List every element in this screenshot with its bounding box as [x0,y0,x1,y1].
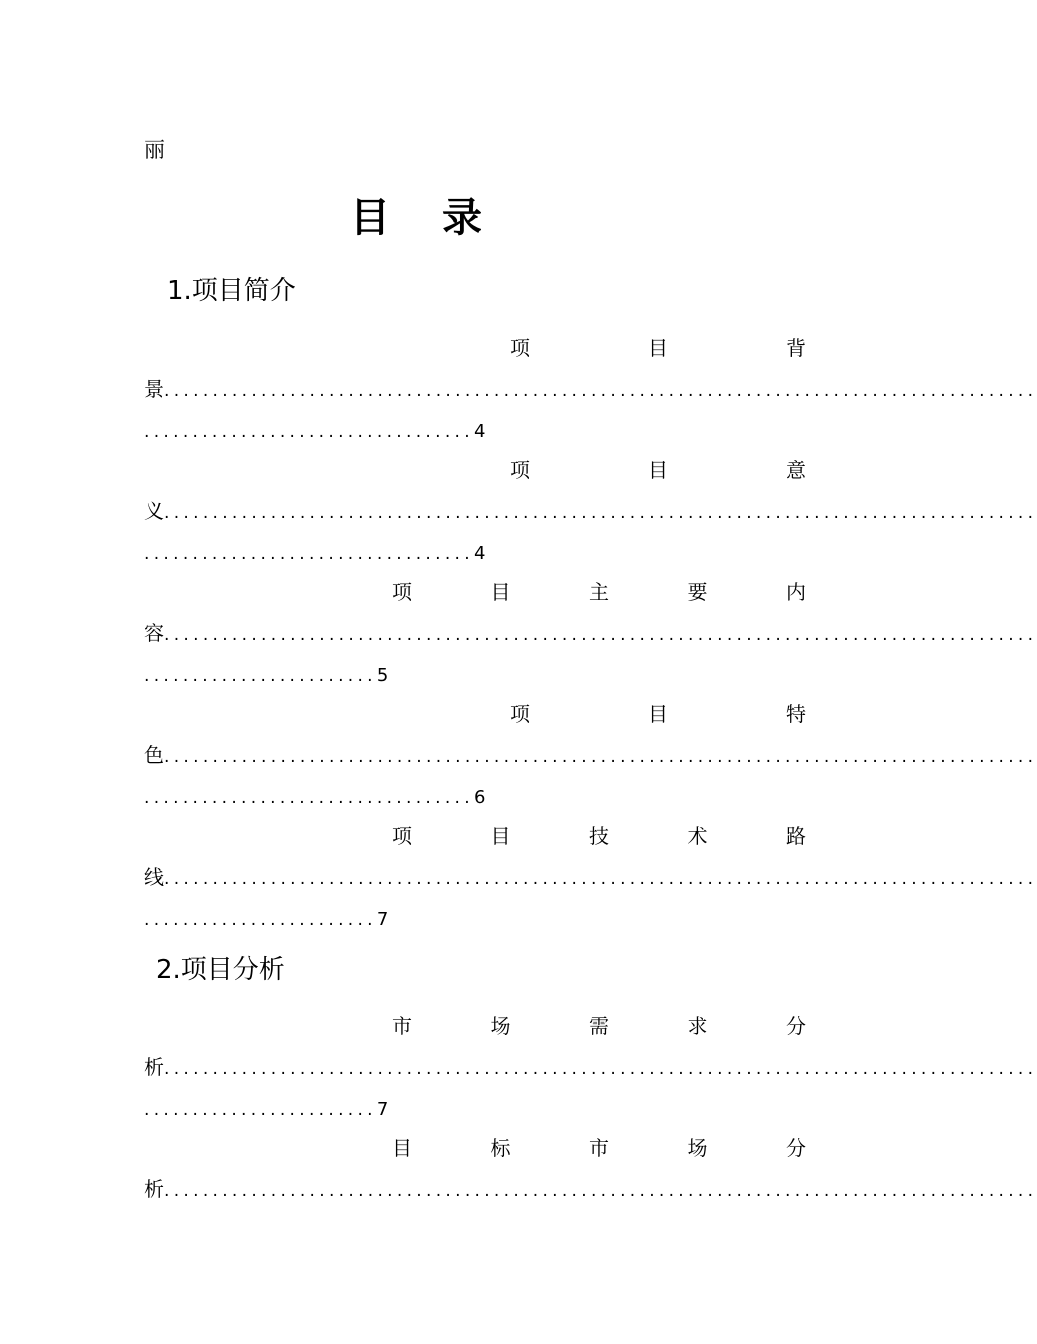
section-heading-1: 1.项目简介 [167,276,296,306]
toc-entry-last-char: 容 [144,621,164,645]
dot-leader: ........................ [144,666,377,686]
dot-leader: .......................................................................................... [164,625,1037,645]
toc-entry-page-line[interactable] [144,415,485,445]
toc-entry-char: 分 [786,1136,806,1160]
toc-entry-leader-line[interactable] [144,740,1037,770]
carried-over-text: 丽 [144,138,165,162]
toc-entry-last-char: 析 [144,1177,164,1201]
toc-entry-page-line[interactable] [144,1093,388,1123]
toc-entry-char: 内 [786,580,806,604]
toc-entry-title-spread[interactable] [392,1133,806,1163]
toc-entry-last-char: 景 [144,377,164,401]
toc-entry-char: 技 [589,824,609,848]
dot-leader: .......................................................................................... [164,503,1037,523]
toc-entry-char: 主 [589,580,609,604]
dot-leader: .......................................................................................... [164,869,1037,889]
toc-entry-title-spread[interactable] [510,699,806,729]
dot-leader: .......................................................................................... [164,747,1037,767]
toc-entry-char: 特 [786,702,806,726]
toc-entry-char: 项 [510,702,530,726]
toc-entry-last-char: 色 [144,743,164,767]
toc-entry-char: 场 [490,1014,511,1038]
toc-entry-char: 目 [490,580,511,604]
toc-entry-leader-line[interactable] [144,1174,1037,1204]
toc-entry-char: 求 [687,1014,708,1038]
toc-entry-leader-line[interactable] [144,374,1037,404]
toc-entry-char: 项 [392,580,412,604]
toc-entry-leader-line[interactable] [144,496,1037,526]
toc-entry-leader-line[interactable] [144,1052,1037,1082]
dot-leader: ........................ [144,1100,377,1120]
toc-entry-title-spread[interactable] [392,577,806,607]
toc-entry-title-spread[interactable] [392,821,806,851]
dot-leader: .................................. [144,788,474,808]
toc-entry-leader-line[interactable] [144,862,1037,892]
dot-leader: ........................ [144,910,377,930]
toc-entry-last-char: 线 [144,865,164,889]
toc-entry-char: 市 [392,1014,412,1038]
toc-entry-page-number: 7 [376,1099,389,1120]
dot-leader: .................................. [144,422,474,442]
toc-entry-last-char: 义 [144,499,164,523]
toc-title: 目录 [350,195,534,241]
toc-entry-char: 标 [490,1136,511,1160]
toc-entry-page-number: 6 [473,787,486,808]
toc-entry-leader-line[interactable] [144,618,1037,648]
toc-entry-last-char: 析 [144,1055,164,1079]
toc-entry-char: 目 [392,1136,412,1160]
dot-leader: .......................................................................................... [164,1059,1037,1079]
toc-entry-char: 术 [687,824,708,848]
toc-entry-char: 市 [589,1136,609,1160]
toc-entry-char: 目 [490,824,511,848]
toc-entry-char: 要 [687,580,708,604]
toc-entry-title-spread[interactable] [392,1011,806,1041]
toc-entry-char: 背 [786,336,806,360]
toc-entry-title-spread[interactable] [510,333,806,363]
toc-entry-page-line[interactable] [144,903,388,933]
toc-entry-page-number: 4 [473,543,486,564]
toc-entry-page-line[interactable] [144,537,485,567]
toc-entry-char: 分 [786,1014,806,1038]
toc-entry-char: 项 [392,824,412,848]
toc-entry-char: 意 [786,458,806,482]
toc-entry-char: 目 [648,702,668,726]
toc-entry-page-number: 7 [376,909,389,930]
toc-entry-char: 项 [510,336,530,360]
toc-entry-page-line[interactable] [144,659,388,689]
dot-leader: .................................. [144,544,474,564]
toc-entry-char: 需 [589,1014,609,1038]
toc-entry-char: 场 [687,1136,708,1160]
toc-entry-page-number: 5 [376,665,389,686]
toc-entry-char: 项 [510,458,530,482]
section-heading-2: 2.项目分析 [156,955,285,985]
toc-entry-page-line[interactable] [144,781,485,811]
toc-entry-char: 路 [786,824,806,848]
dot-leader: .......................................................................................... [164,1181,1037,1201]
dot-leader: .......................................................................................... [164,381,1037,401]
toc-entry-char: 目 [648,336,668,360]
toc-entry-char: 目 [648,458,668,482]
toc-entry-title-spread[interactable] [510,455,806,485]
toc-entry-page-number: 4 [473,421,486,442]
